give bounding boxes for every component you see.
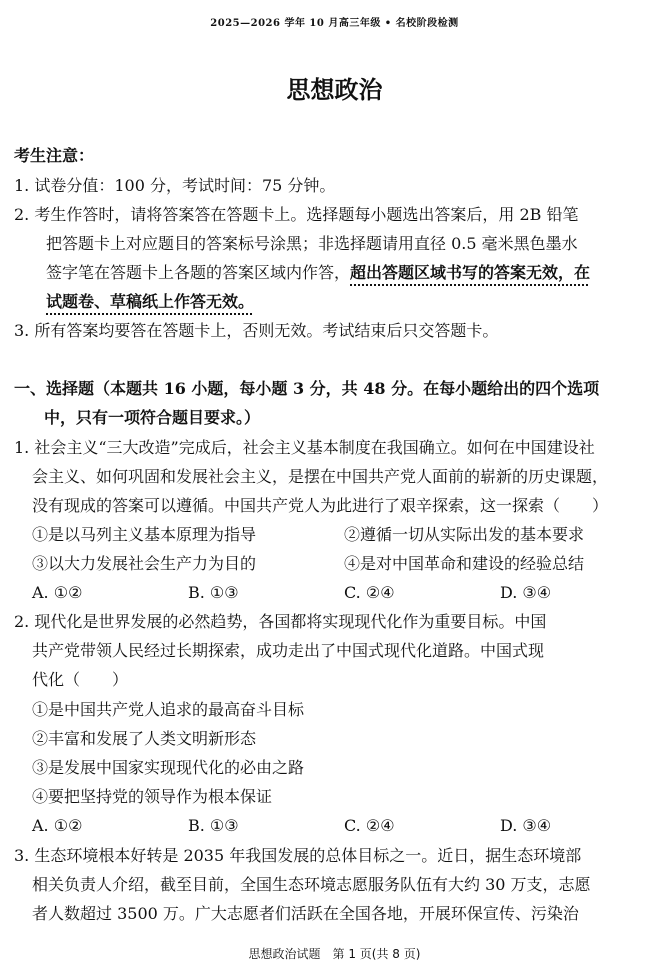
q1-option-c: C. ②④ <box>344 583 395 602</box>
q2-stem-line-2: 共产党带领人民经过长期探索，成功走出了中国式现代化道路。中国式现 <box>32 641 545 660</box>
section-heading-line-1: 一、选择题（本题共 16 小题，每小题 3 分，共 48 分。在每小题给出的四个选项 <box>14 379 600 398</box>
q3-stem-line-3: 者人数超过 3500 万。广大志愿者们活跃在全国各地，开展环保宣传、污染治 <box>32 904 579 923</box>
notice-item-2-cont-1: 把答题卡上对应题目的答案标号涂黑；非选择题请用直径 0.5 毫米黑色墨水 <box>46 234 578 253</box>
exam-title: 2025—2026 学年 10 月高三年级 • 名校阶段检测 <box>210 18 459 29</box>
q1-statement-3: ③以大力发展社会生产力为目的 <box>32 554 257 573</box>
q1-option-d: D. ③④ <box>500 583 552 602</box>
notice-item-2: 2. 考生作答时，请将答案答在答题卡上。选择题每小题选出答案后，用 2B 铅笔 <box>14 205 579 224</box>
q2-statement-2: ②丰富和发展了人类文明新形态 <box>32 729 257 748</box>
notice-emphasis-1: 超出答题区域书写的答案无效，在 <box>350 263 591 282</box>
notice-item-1: 1. 试卷分值：100 分，考试时间：75 分钟。 <box>14 176 336 195</box>
q2-statement-4: ④要把坚持党的领导作为根本保证 <box>32 787 273 806</box>
notice-heading: 考生注意： <box>14 146 95 165</box>
notice-text: 签字笔在答题卡上各题的答案区域内作答， <box>46 263 351 282</box>
notice-emphasis-2: 试题卷、草稿纸上作答无效。 <box>46 292 255 311</box>
q2-option-c: C. ②④ <box>344 816 395 835</box>
notice-item-3: 3. 所有答案均要答在答题卡上，否则无效。考试结束后只交答题卡。 <box>14 321 499 340</box>
q1-option-a: A. ①② <box>32 583 83 602</box>
q2-stem-line-1: 2. 现代化是世界发展的必然趋势，各国都将实现现代化作为重要目标。中国 <box>14 612 547 631</box>
q3-stem-line-1: 3. 生态环境根本好转是 2035 年我国发展的总体目标之一。近日，据生态环境部 <box>14 846 582 865</box>
q2-option-b: B. ①③ <box>188 816 239 835</box>
q1-statement-2: ②遵循一切从实际出发的基本要求 <box>344 525 585 544</box>
q1-stem-line-2: 会主义、如何巩固和发展社会主义，是摆在中国共产党人面前的崭新的历史课题， <box>32 467 609 486</box>
q1-statement-1: ①是以马列主义基本原理为指导 <box>32 525 257 544</box>
q2-stem-line-3: 代化（ ） <box>32 670 129 689</box>
notice-item-2-cont-2 <box>46 263 590 283</box>
section-heading-line-2: 中，只有一项符合题目要求。） <box>44 408 261 427</box>
q1-statement-4: ④是对中国革命和建设的经验总结 <box>344 554 585 573</box>
page-footer: 思想政治试题 第 1 页(共 8 页) <box>248 947 421 961</box>
q2-option-d: D. ③④ <box>500 816 552 835</box>
q1-option-b: B. ①③ <box>188 583 239 602</box>
q1-stem-line-3: 没有现成的答案可以遵循。中国共产党人为此进行了艰辛探索，这一探索（ ） <box>32 496 609 515</box>
q2-statement-3: ③是发展中国家实现现代化的必由之路 <box>32 758 305 777</box>
q3-stem-line-2: 相关负责人介绍，截至目前，全国生态环境志愿服务队伍有大约 30 万支，志愿 <box>32 875 591 894</box>
q2-option-a: A. ①② <box>32 816 83 835</box>
q2-statement-1: ①是中国共产党人追求的最高奋斗目标 <box>32 700 305 719</box>
q1-stem-line-1: 1. 社会主义“三大改造”完成后，社会主义基本制度在我国确立。如何在中国建设社 <box>14 438 595 457</box>
subject-title: 思想政治 <box>286 76 383 104</box>
